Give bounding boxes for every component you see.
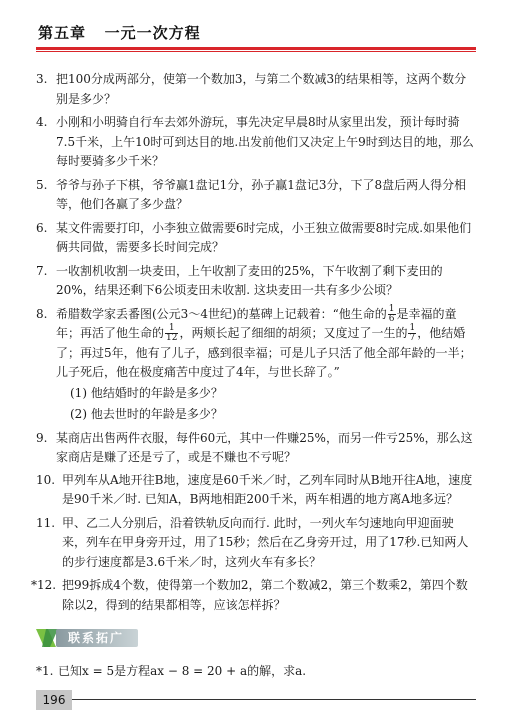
question-number: *1. bbox=[36, 664, 54, 678]
denominator: 6 bbox=[388, 313, 395, 324]
footer-rule bbox=[72, 699, 476, 700]
question-text: 小刚和小明骑自行车去郊外游玩，事先决定早晨8时从家里出发，预计每时骑7.5千米，上午10时可到达目的地.出发前他们又决定上午9时到达目的地，那么每时要骑多少千米？ bbox=[56, 115, 474, 168]
question-text: 某文件需要打印，小李独立做需要6时完成，小王独立做需要8时完成.如果他们俩共同做，需要多长时间完成？ bbox=[56, 220, 472, 254]
text-segment: 是幸福的童年；再活了他生命的 bbox=[56, 306, 457, 340]
page-footer bbox=[36, 690, 476, 710]
fraction-one-twelfth bbox=[165, 324, 178, 343]
chapter-title: 第五章 一元一次方程 bbox=[38, 24, 201, 42]
question-text: 甲列车从A地开往B地，速度是60千米／时，乙列车同时从B地开往A地，速度是90千米／时. 已知A，B两地相距200千米，两车相遇的地方离A地多远？ bbox=[62, 472, 473, 506]
question-number: 8. bbox=[36, 306, 48, 321]
text-segment: ，他结婚了；再过5年，他有了儿子，感到很幸福；可是儿子只活了他全部年龄的一半；儿子死后，他在极度痛苦中度过了4年，与世长辞了。” bbox=[56, 326, 472, 379]
question-9 bbox=[36, 429, 476, 468]
question-text: 某商店出售两件衣服，每件60元，其中一件赚25%，而另一件亏25%，那么这家商店是赚了还是亏了，或是不赚也不亏呢？ bbox=[56, 430, 473, 464]
question-7 bbox=[36, 262, 476, 301]
header-rule-thin bbox=[36, 51, 476, 52]
page-number: 196 bbox=[36, 690, 72, 710]
banner-label: 联系拓广 bbox=[56, 629, 138, 647]
question-number: 6. bbox=[36, 220, 48, 235]
question-number: 5. bbox=[36, 177, 48, 192]
page-header bbox=[36, 14, 476, 50]
question-text: 把100分成两部分，使第一个数加3，与第二个数减3的结果相等，这两个数分别是多少？ bbox=[56, 72, 467, 106]
question-text: 爷爷与孙子下棋，爷爷赢1盘记1分，孙子赢1盘记3分，下了8盘后两人得分相等，他们各赢了多少盘？ bbox=[56, 177, 467, 211]
denominator: 7 bbox=[409, 333, 416, 343]
header-rule bbox=[36, 47, 476, 50]
fraction-one-seventh bbox=[408, 324, 416, 343]
question-number: 10. bbox=[36, 472, 56, 487]
question-number: 9. bbox=[36, 430, 48, 445]
question-11 bbox=[36, 514, 476, 573]
exercise-list bbox=[31, 70, 476, 619]
question-number: 7. bbox=[36, 263, 48, 278]
fraction-one-sixth bbox=[388, 305, 396, 324]
question-3 bbox=[36, 70, 476, 109]
question-text: 一收割机收割一块麦田，上午收割了麦田的25%，下午收割了剩下麦田的20%，结果还剩下6公顷麦田未收割. 这块麦田一共有多少公顷？ bbox=[56, 263, 443, 297]
sub-question-2: (2) 他去世时的年龄是多少？ bbox=[70, 406, 223, 421]
question-12 bbox=[31, 576, 476, 615]
question-text: 已知x = 5是方程ax − 8 = 20 + a的解，求a. bbox=[58, 664, 307, 678]
question-number: *12. bbox=[31, 578, 57, 592]
numerator: 1 bbox=[388, 303, 395, 314]
question-6 bbox=[36, 219, 476, 258]
section-banner bbox=[36, 626, 236, 650]
question-10 bbox=[36, 471, 476, 510]
question-5 bbox=[36, 176, 476, 215]
question-text: 甲、乙二人分别后，沿着铁轨反向而行. 此时，一列火车匀速地向甲迎面驶来，列车在甲身旁开过，用了15秒；然后在乙身旁开过，用了17秒.已知两人的步行速度都是3.6千米／时，这列火车有多长？ bbox=[62, 515, 469, 569]
question-number: 3. bbox=[36, 72, 48, 86]
denominator: 12 bbox=[166, 333, 178, 343]
numerator: 1 bbox=[165, 324, 178, 334]
question-text: 把99拆成4个数，使得第一个数加2，第二个数减2，第三个数乘2，第四个数除以2，得到的结果都相等，应该怎样拆？ bbox=[62, 578, 468, 612]
question-text bbox=[56, 303, 472, 380]
sub-question-1: (1) 他结婚时的年龄是多少？ bbox=[70, 385, 223, 400]
numerator: 1 bbox=[409, 323, 416, 333]
text-segment: 希腊数学家丢番图(公元3～4世纪)的墓碑上记载着：“他生命的 bbox=[56, 306, 387, 321]
question-4 bbox=[36, 113, 476, 172]
question-8 bbox=[36, 305, 476, 425]
question-number: 4. bbox=[36, 115, 48, 129]
extension-question-1 bbox=[36, 662, 476, 681]
question-number: 11. bbox=[36, 515, 56, 530]
text-segment: ，两颊长起了细细的胡须；又度过了一生的 bbox=[179, 326, 408, 340]
